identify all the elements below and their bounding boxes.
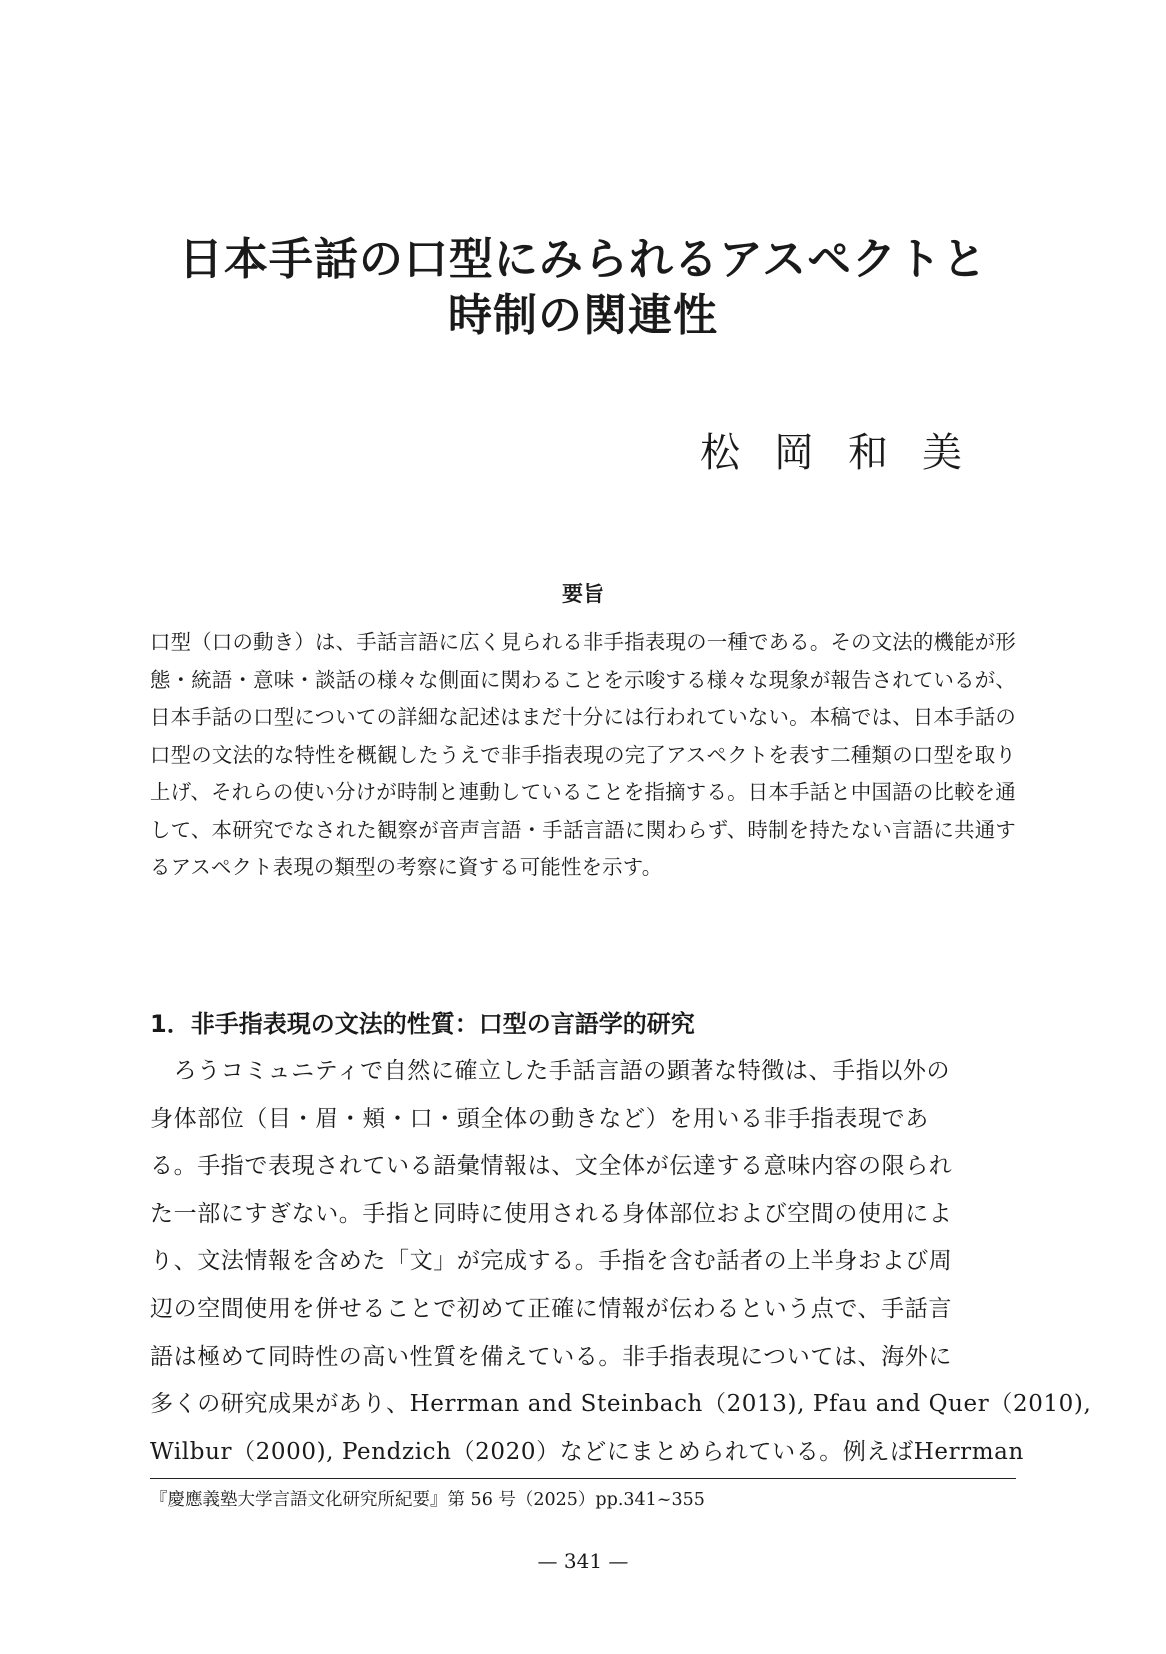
body-line: り、文法情報を含めた「文」が完成する。手指を含む話者の上半身および周: [150, 1248, 953, 1275]
body-line: Wilbur（2000), Pendzich（2020）などにまとめられている。例えばHerrman: [150, 1438, 1024, 1465]
body-line: 多くの研究成果があり、Herrman and Steinbach（2013), Pfau and Quer（2010),: [150, 1391, 1092, 1418]
section-heading: 1．非手指表現の文法的性質：口型の言語学的研究: [150, 1010, 695, 1038]
body-line: 身体部位（目・眉・頬・口・頭全体の動きなど）を用いる非手指表現であ: [150, 1105, 929, 1132]
body-line: た一部にすぎない。手指と同時に使用される身体部位および空間の使用によ: [150, 1200, 953, 1227]
body-line: ろうコミュニティで自然に確立した手話言語の顕著な特徴は、手指以外の: [150, 1058, 951, 1084]
page-number: — 341 —: [537, 1549, 629, 1573]
journal-citation: 『慶應義塾大学言語文化研究所紀要』第 56 号（2025）pp.341~355: [150, 1490, 705, 1510]
body-line: る。手指で表現されている語彙情報は、文全体が伝達する意味内容の限られ: [150, 1153, 953, 1180]
abstract-heading: 要旨: [562, 582, 604, 606]
title-line-1: 日本手話の口型にみられるアスペクトと: [178, 234, 988, 285]
paper-title: [150, 232, 1016, 344]
body-line: 語は極めて同時性の高い性質を備えている。非手指表現については、海外に: [150, 1343, 952, 1370]
author-name: 松岡和美: [700, 430, 996, 476]
abstract-body: 口型（口の動き）は、手話言語に広く見られる非手指表現の一種である。その文法的機能が形態・統語・意味・談話の様々な側面に関わることを示唆する様々な現象が報告されているが、日本手話の口型についての詳細な記述はまだ十分には行われていない。本稿では、日本手話の口型の文法的な特性を概観したうえで非手指表現の完了アスペクトを表す二種類の口型を取り上げ、それらの使い分けが時制と連動していることを指摘する。日本手話と中国語の比較を通して、本研究でなされた観察が音声言語・手話言語に関わらず、時制を持たない言語に共通するアスペクト表現の類型の考察に資する可能性を示す。: [150, 630, 1016, 879]
section-body: [150, 1048, 1092, 1476]
footnote-divider: [150, 1478, 1016, 1479]
body-line: 辺の空間使用を併せることで初めて正確に情報が伝わるという点で、手話言: [150, 1295, 952, 1322]
title-line-2: 時制の関連性: [448, 290, 718, 341]
